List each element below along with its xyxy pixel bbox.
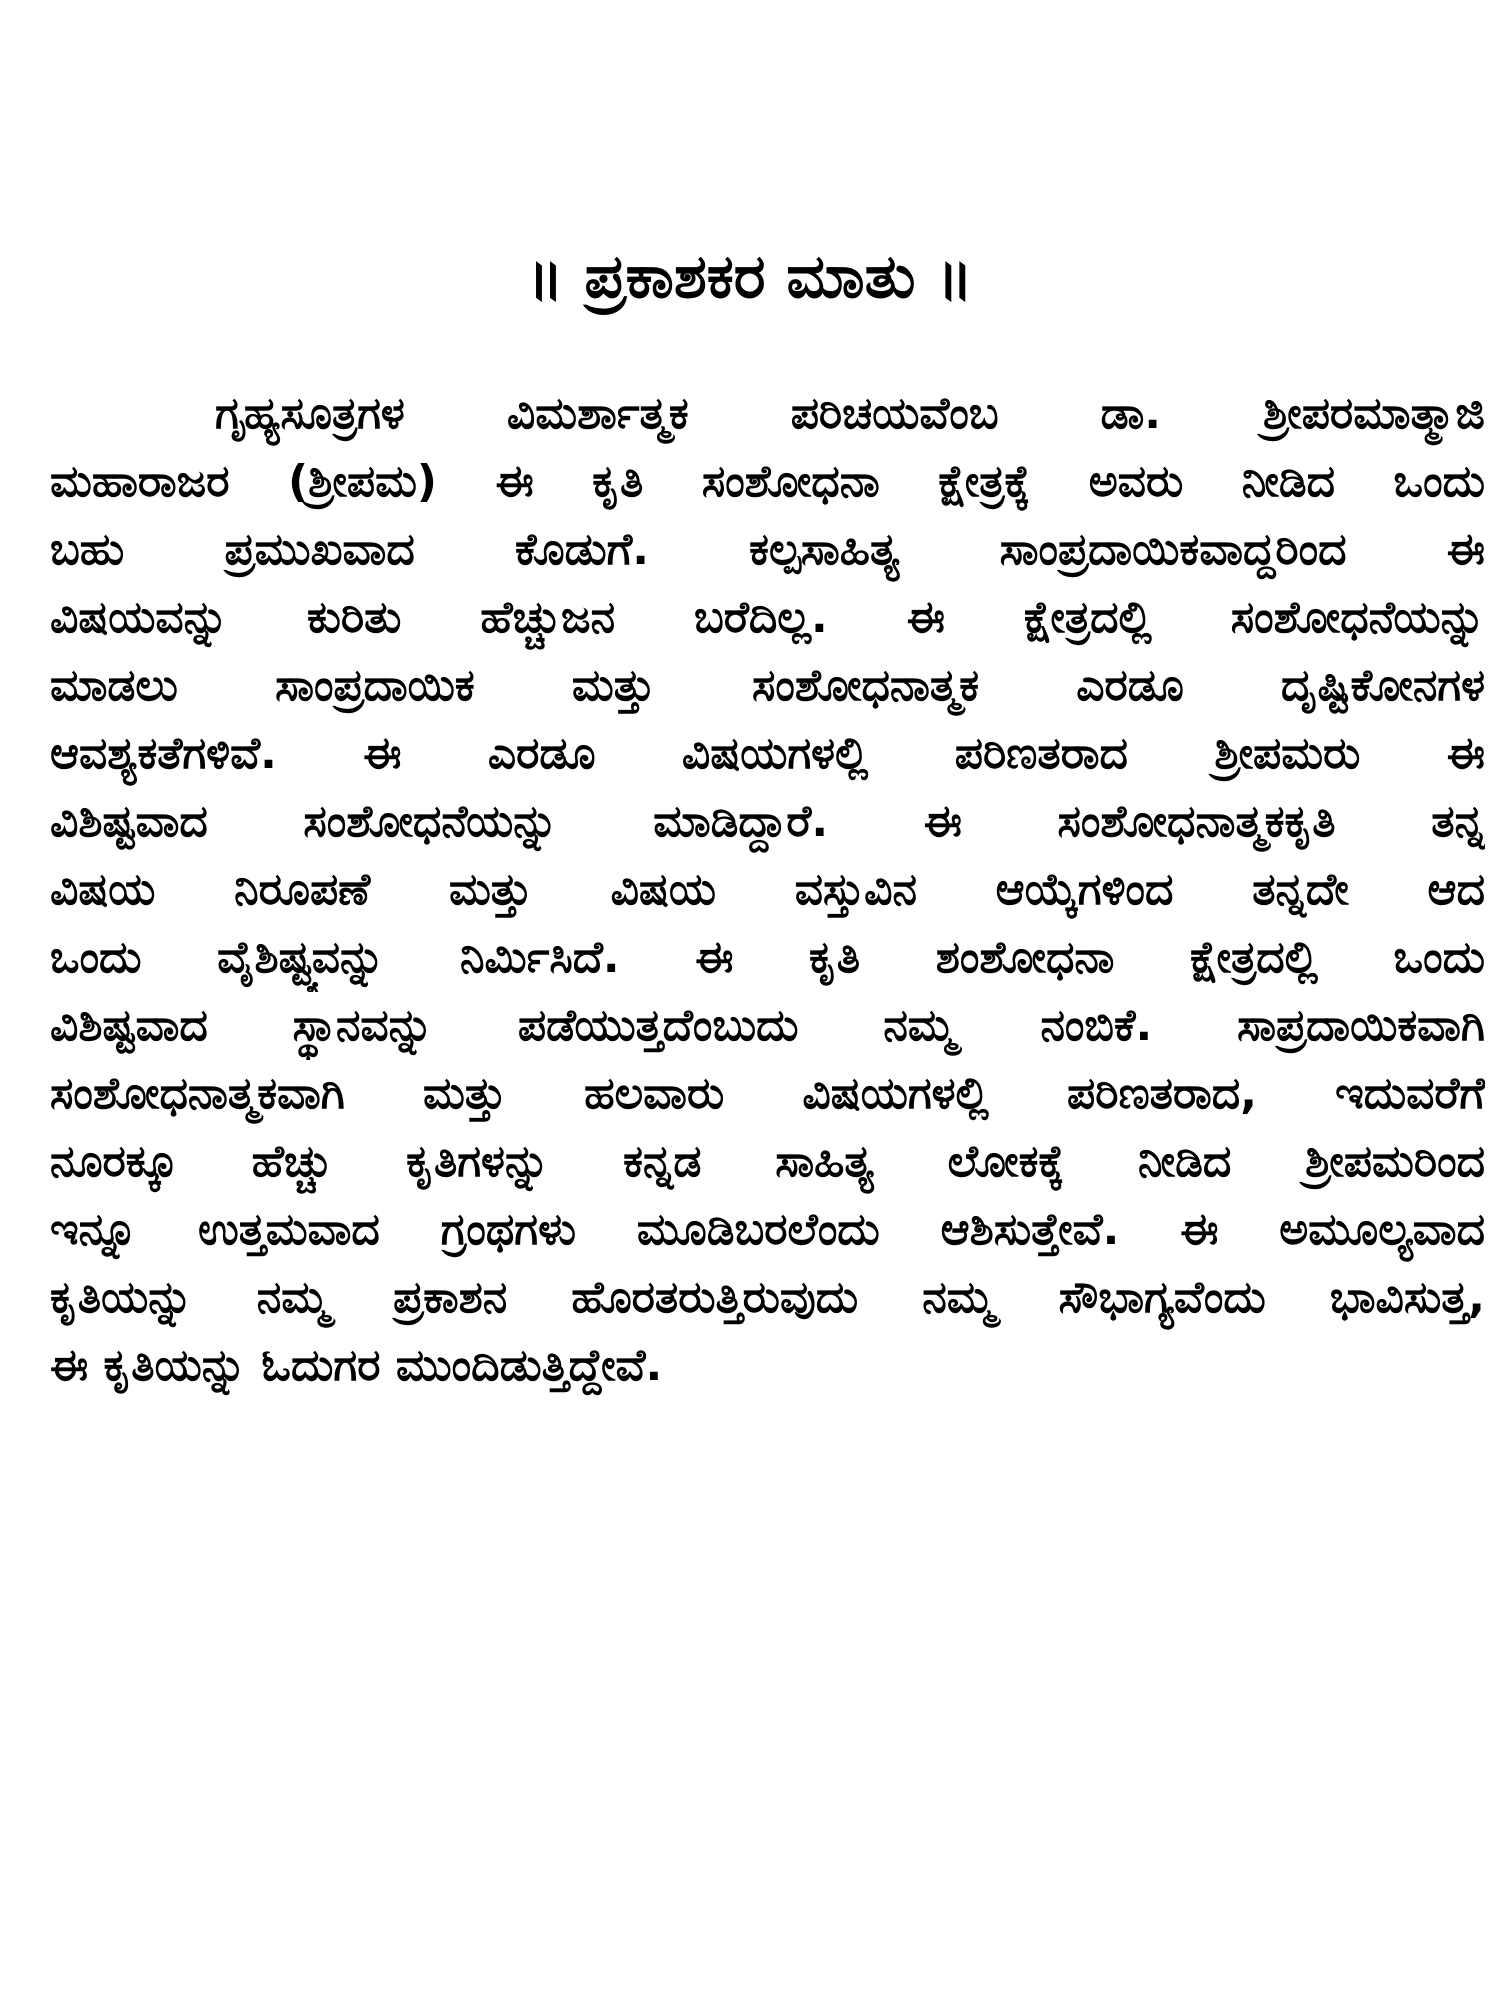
paragraph-line: ಮಾಡಲು ಸಾಂಪ್ರದಾಯಿಕ ಮತ್ತು ಸಂಶೋಧನಾತ್ಮಕ ಎರಡೂ ದೃಷ್ಟಿಕೋನಗಳ: [50, 660, 1485, 711]
paragraph-line: ವಿಷಯವನ್ನು ಕುರಿತು ಹೆಚ್ಚುಜನ ಬರೆದಿಲ್ಲ. ಈ ಕ್ಷೇತ್ರದಲ್ಲಿ ಸಂಶೋಧನೆಯನ್ನು: [50, 592, 1485, 643]
paragraph-line: ಸಂಶೋಧನಾತ್ಮಕವಾಗಿ ಮತ್ತು ಹಲವಾರು ವಿಷಯಗಳಲ್ಲಿ ಪರಿಣತರಾದ, ಇದುವರೆಗೆ: [50, 1068, 1485, 1119]
page-title: ॥ ಪ್ರಕಾಶಕರ ಮಾತು ॥: [527, 242, 973, 312]
paragraph-line: ಗೃಹ್ಯಸೂತ್ರಗಳ ವಿಮರ್ಶಾತ್ಮಕ ಪರಿಚಯವೆಂಬ ಡಾ. ಶ್ರೀಪರಮಾತ್ಮಾಜಿ: [215, 388, 1485, 439]
paragraph-line: ಆವಶ್ಯಕತೆಗಳಿವೆ. ಈ ಎರಡೂ ವಿಷಯಗಳಲ್ಲಿ ಪರಿಣತರಾದ ಶ್ರೀಪಮರು ಈ: [50, 728, 1485, 779]
body-paragraph: [50, 380, 1485, 1400]
paragraph-line: ಮಹಾರಾಜರ (ಶ್ರೀಪಮ) ಈ ಕೃತಿ ಸಂಶೋಧನಾ ಕ್ಷೇತ್ರಕ್ಕೆ ಅವರು ನೀಡಿದ ಒಂದು: [50, 456, 1485, 507]
paragraph-line: ಕೃತಿಯನ್ನು ನಮ್ಮ ಪ್ರಕಾಶನ ಹೊರತರುತ್ತಿರುವುದು ನಮ್ಮ ಸೌಭಾಗ್ಯವೆಂದು ಭಾವಿಸುತ್ತ,: [50, 1272, 1485, 1323]
paragraph-line: ಬಹು ಪ್ರಮುಖವಾದ ಕೊಡುಗೆ. ಕಲ್ಪಸಾಹಿತ್ಯ ಸಾಂಪ್ರದಾಯಿಕವಾದ್ದರಿಂದ ಈ: [50, 524, 1485, 575]
paragraph-line: ಇನ್ನೂ ಉತ್ತಮವಾದ ಗ್ರಂಥಗಳು ಮೂಡಿಬರಲೆಂದು ಆಶಿಸುತ್ತೇವೆ. ಈ ಅಮೂಲ್ಯವಾದ: [50, 1204, 1485, 1255]
paragraph-line: ಒಂದು ವೈಶಿಷ್ಟ್ಯವನ್ನು ನಿರ್ಮಿಸಿದೆ. ಈ ಕೃತಿ ಶಂಶೋಧನಾ ಕ್ಷೇತ್ರದಲ್ಲಿ ಒಂದು: [50, 932, 1485, 983]
paragraph-line: ವಿಶಿಷ್ಟವಾದ ಸಂಶೋಧನೆಯನ್ನು ಮಾಡಿದ್ದಾರೆ. ಈ ಸಂಶೋಧನಾತ್ಮಕಕೃತಿ ತನ್ನ: [50, 796, 1485, 847]
paragraph-line: ನೂರಕ್ಕೂ ಹೆಚ್ಚು ಕೃತಿಗಳನ್ನು ಕನ್ನಡ ಸಾಹಿತ್ಯ ಲೋಕಕ್ಕೆ ನೀಡಿದ ಶ್ರೀಪಮರಿಂದ: [50, 1136, 1485, 1187]
paragraph-line: ಈ ಕೃತಿಯನ್ನು ಓದುಗರ ಮುಂದಿಡುತ್ತಿದ್ದೇವೆ.: [50, 1340, 663, 1391]
paragraph-line: ವಿಷಯ ನಿರೂಪಣೆ ಮತ್ತು ವಿಷಯ ವಸ್ತುವಿನ ಆಯ್ಕೆಗಳಿಂದ ತನ್ನದೇ ಆದ: [50, 864, 1485, 915]
paragraph-line: ವಿಶಿಷ್ಟವಾದ ಸ್ಥಾನವನ್ನು ಪಡೆಯುತ್ತದೆಂಬುದು ನಮ್ಮ ನಂಬಿಕೆ. ಸಾಪ್ರದಾಯಿಕವಾಗಿ: [50, 1000, 1485, 1051]
